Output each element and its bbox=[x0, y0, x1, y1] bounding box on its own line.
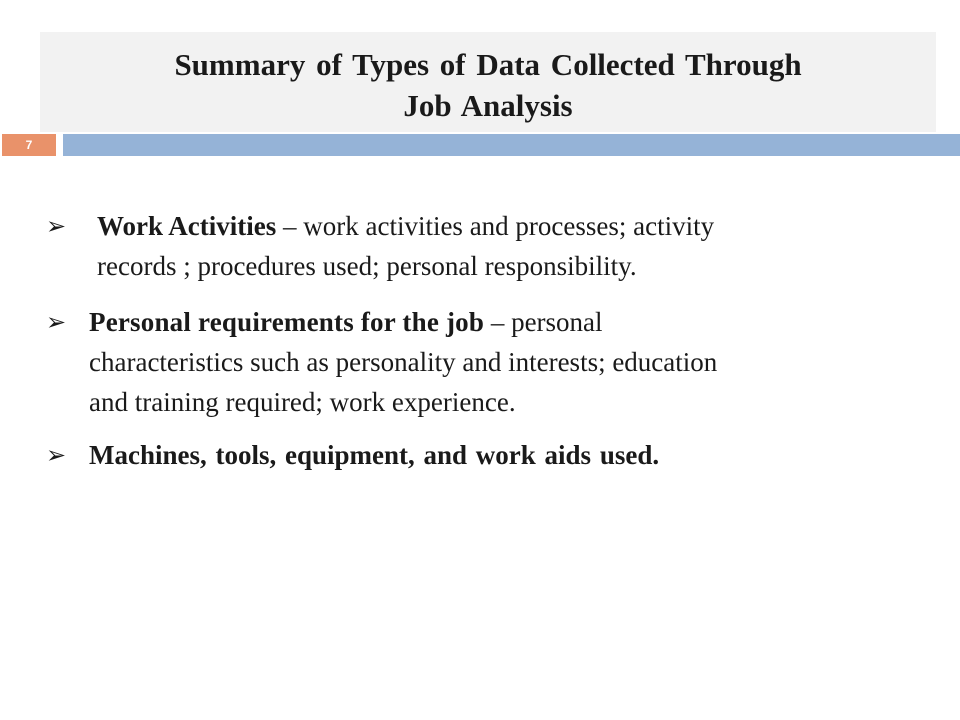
bullet-text: characteristics such as personality and interests; education bbox=[89, 347, 718, 377]
bullet-text: – work activities and processes; activity bbox=[276, 211, 715, 241]
bullet-machines-tools bbox=[89, 435, 919, 475]
arrow-bullet-icon: ➢ bbox=[46, 441, 67, 469]
slide-title bbox=[40, 44, 936, 126]
bullet-lead: Machines, tools, equipment, and work aids used. bbox=[89, 440, 660, 470]
title-box bbox=[40, 32, 936, 132]
bullet-personal-requirements bbox=[89, 302, 919, 422]
bullet-work-activities bbox=[97, 206, 917, 286]
bullet-lead: Personal requirements for the job bbox=[89, 307, 485, 337]
slide-title-line-2: Job Analysis bbox=[403, 88, 573, 123]
header-rule bbox=[63, 134, 960, 156]
slide-number: 7 bbox=[2, 134, 56, 156]
bullet-lead: Work Activities bbox=[97, 211, 277, 241]
arrow-bullet-icon: ➢ bbox=[46, 308, 67, 336]
arrow-bullet-icon: ➢ bbox=[46, 212, 67, 240]
bullet-text: – personal bbox=[484, 307, 603, 337]
bullet-text: records ; procedures used; personal responsibility. bbox=[97, 251, 637, 281]
slide-title-line-1: Summary of Types of Data Collected Through bbox=[174, 47, 802, 82]
bullet-text: and training required; work experience. bbox=[89, 387, 516, 417]
